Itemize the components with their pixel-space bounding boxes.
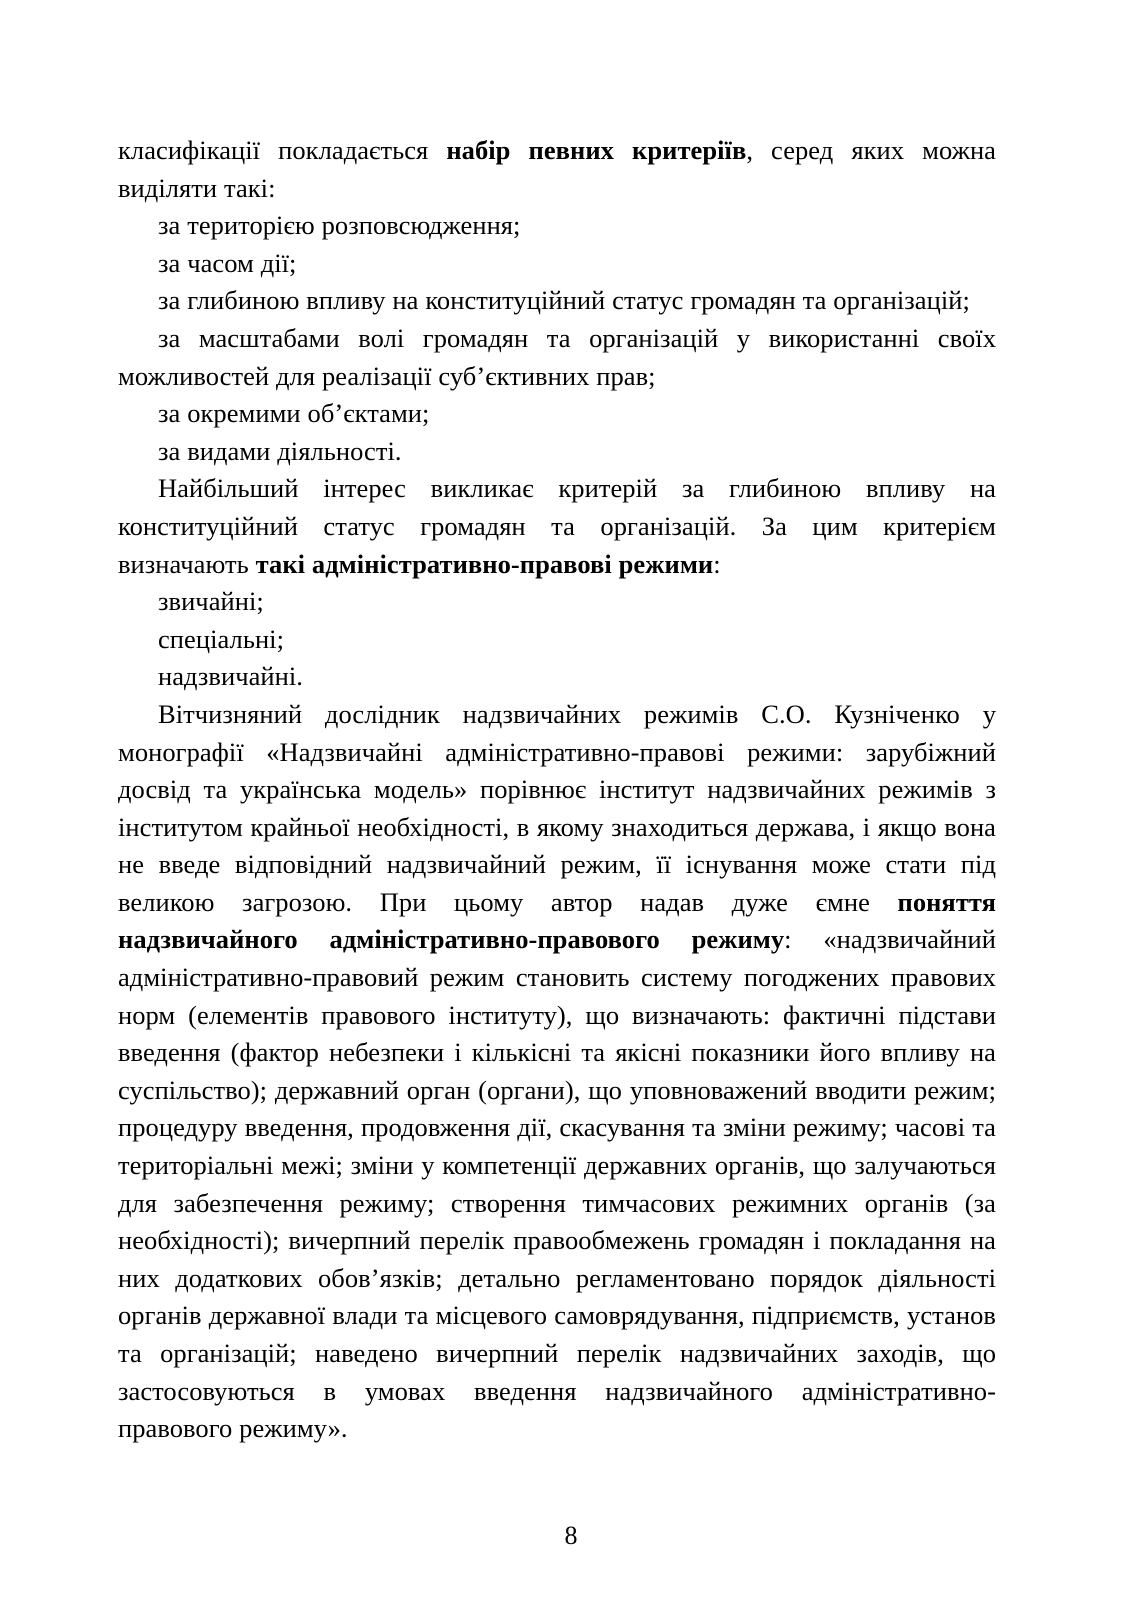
- emphasis-run: набір певних критеріїв: [446, 135, 747, 165]
- text-run: надзвичайні.: [158, 661, 303, 692]
- text-run: за глибиною впливу на конституційний статус громадян та організацій;: [158, 285, 970, 316]
- emphasis-run: поняття надзвичайного адміністративно-правового режиму: [118, 886, 996, 955]
- text-run: за видами діяльності.: [158, 435, 402, 466]
- paragraph-intro: [118, 132, 996, 207]
- text-run: :: [713, 548, 721, 579]
- text-run: класифікації покладається: [118, 135, 447, 165]
- text-run: за масштабами волі громадян та організацій у використанні своїх можливостей для реалізації суб’єктивних прав;: [118, 322, 996, 391]
- list-item: [118, 395, 996, 433]
- text-run: за окремими об’єктами;: [158, 398, 430, 429]
- list-item: [118, 320, 996, 395]
- emphasis-run: такі адміністративно-правові режими: [255, 548, 714, 579]
- page-body: [118, 132, 996, 1448]
- paragraph-kuznichenko: [118, 696, 996, 1448]
- text-run: Найбільший інтерес викликає критерій за глибиною впливу на конституційний статус громадян та організацій. За цим критерієм визначають: [118, 473, 996, 579]
- text-run: спеціальні;: [158, 623, 285, 654]
- list-item: [118, 621, 996, 659]
- list-item: [118, 207, 996, 245]
- text-run: Вітчизняний дослідник надзвичайних режимів С.О. Кузніченко у монографії «Надзвичайні адміністративно-правові режими: зарубіжний досвід та українська модель» порівнює інститут надзвичайних режимів з інститутом крайньої необхідності, в якому знаходиться держава, і якщо вона не введе відповідний надзвичайний режим, її існування може стати під великою загрозою. При цьому автор надав дуже ємне: [118, 698, 996, 917]
- paragraph-criteria: [118, 470, 996, 583]
- text-run: : «надзвичайний адміністративно-правовий режим становить систему погоджених правових норм (елементів правового інституту), що визначають: фактичні підстави введення (фактор небезпеки і кількісні та якісні показники його впливу на суспільство); державний орган (органи), що уповноважений вводити режим; процедуру введення, продовження дії, скасування та зміни режиму; часові та територіальні межі; зміни у компетенції державних органів, що залучаються для забезпечення режиму; створення тимчасових режимних органів (за необхідності); вичерпний перелік правообмежень громадян і покладання на них додаткових обов’язків; детально регламентовано порядок діяльності органів державної влади та місцевого самоврядування, підприємств, установ та організацій; наведено вичерпний перелік надзвичайних заходів, що застосовуються в умовах введення надзвичайного адміністративно-правового режиму».: [118, 924, 996, 1444]
- text-run: за територією розповсюдження;: [158, 210, 521, 241]
- text-run: за часом дії;: [158, 247, 297, 278]
- list-item: [118, 658, 996, 696]
- list-item: [118, 245, 996, 283]
- text-run: звичайні;: [158, 586, 264, 617]
- list-item: [118, 433, 996, 471]
- list-item: [118, 583, 996, 621]
- list-item: [118, 282, 996, 320]
- page-number: 8: [564, 1521, 578, 1550]
- text-run: , серед яких можна виділяти такі:: [118, 135, 996, 203]
